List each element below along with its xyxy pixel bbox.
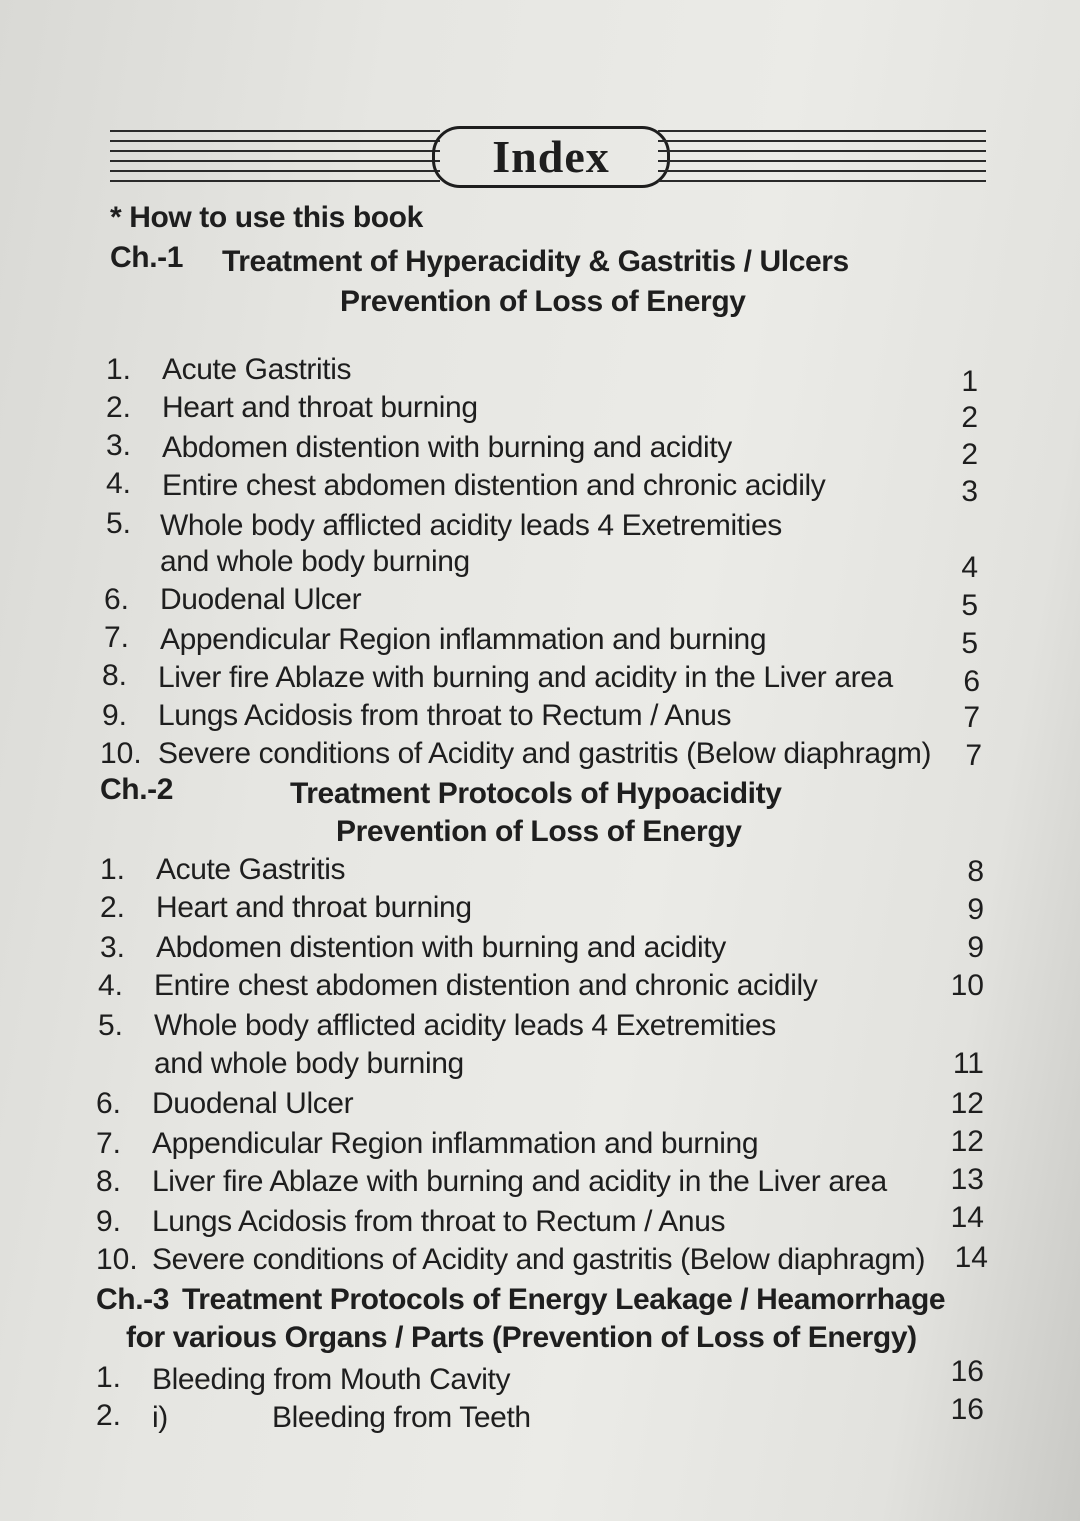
ch1-item-9-number: 9.	[102, 699, 128, 732]
chapter-2-title: Treatment Protocols of Hypoacidity	[290, 777, 782, 810]
index-title-box	[432, 126, 670, 188]
ch1-item-6-page: 5	[961, 589, 978, 622]
ch2-item-1-number: 1.	[100, 853, 126, 886]
ch2-item-2-page: 9	[967, 893, 984, 926]
ch1-item-5-text: Whole body afflicted acidity leads 4 Exetremities	[160, 509, 782, 542]
ch2-item-5-text: Whole body afflicted acidity leads 4 Exetremities	[154, 1009, 776, 1042]
ch1-item-10-number: 10.	[100, 737, 142, 770]
ch1-item-3-page: 2	[961, 438, 978, 471]
ch1-item-5-number: 5.	[106, 507, 132, 540]
ch1-item-1-number: 1.	[106, 353, 132, 386]
ch2-item-10-page: 14	[954, 1241, 988, 1274]
ch2-item-2-number: 2.	[100, 891, 126, 924]
ch1-item-3-text: Abdomen distention with burning and acidity	[162, 431, 732, 464]
ch1-item-8-page: 6	[963, 665, 980, 698]
ch2-item-7-page: 12	[950, 1125, 984, 1158]
ch1-item-5-page: 4	[961, 551, 978, 584]
ch1-item-3-number: 3.	[106, 429, 132, 462]
ch1-item-2-text: Heart and throat burning	[162, 391, 478, 424]
ch1-item-8-number: 8.	[102, 659, 128, 692]
chapter-1-title: Treatment of Hyperacidity & Gastritis / Ulcers	[222, 245, 849, 278]
ch2-item-7-text: Appendicular Region inflammation and burning	[152, 1127, 759, 1160]
ch3-item-1-text: Bleeding from Mouth Cavity	[152, 1363, 511, 1396]
ch1-item-7-text: Appendicular Region inflammation and burning	[160, 623, 767, 656]
ch2-item-9-page: 14	[950, 1201, 984, 1234]
ch2-item-8-number: 8.	[96, 1165, 122, 1198]
ch1-item-6-number: 6.	[104, 583, 130, 616]
ch2-item-8-text: Liver fire Ablaze with burning and acidity in the Liver area	[152, 1165, 887, 1198]
ch1-item-9-page: 7	[963, 701, 980, 734]
ch1-item-4-number: 4.	[106, 467, 132, 500]
ch1-item-1-text: Acute Gastritis	[162, 353, 352, 386]
chapter-3-title: Treatment Protocols of Energy Leakage / Heamorrhage	[182, 1283, 946, 1316]
ch2-item-9-number: 9.	[96, 1205, 122, 1238]
ch2-item-5-page: 11	[952, 1047, 984, 1080]
ch2-item-6-number: 6.	[96, 1087, 122, 1120]
ch2-item-6-text: Duodenal Ulcer	[152, 1087, 354, 1120]
ch1-item-9-text: Lungs Acidosis from throat to Rectum / Anus	[158, 699, 732, 732]
ch3-item-2-subnumber: i)	[152, 1401, 168, 1434]
ch1-item-10-page: 7	[965, 739, 982, 772]
ch1-item-1-page: 1	[961, 365, 978, 398]
ch1-item-7-number: 7.	[104, 621, 130, 654]
ch2-item-5-text-cont: and whole body burning	[154, 1047, 464, 1080]
ch1-item-2-page: 2	[961, 401, 978, 434]
ch1-item-5-text-cont: and whole body burning	[160, 545, 470, 578]
ch3-item-2-text: Bleeding from Teeth	[272, 1401, 531, 1434]
ch2-item-4-number: 4.	[98, 969, 124, 1002]
ch2-item-1-page: 8	[967, 855, 984, 888]
ch2-item-4-text: Entire chest abdomen distention and chronic acidily	[154, 969, 818, 1002]
ch1-item-8-text: Liver fire Ablaze with burning and acidity in the Liver area	[158, 661, 893, 694]
ch1-item-10-text: Severe conditions of Acidity and gastritis (Below diaphragm)	[158, 737, 932, 770]
ch2-item-8-page: 13	[950, 1163, 984, 1196]
ch3-item-2-number: 2.	[96, 1399, 122, 1432]
chapter-2-subtitle: Prevention of Loss of Energy	[336, 815, 742, 848]
ch2-item-6-page: 12	[950, 1087, 984, 1120]
banner-rule-right	[658, 126, 986, 184]
index-banner	[110, 120, 986, 192]
chapter-2-label: Ch.-2	[100, 773, 174, 806]
ch2-item-2-text: Heart and throat burning	[156, 891, 472, 924]
ch3-item-1-number: 1.	[96, 1361, 122, 1394]
ch1-item-2-number: 2.	[106, 391, 132, 424]
ch1-item-4-page: 3	[961, 475, 978, 508]
ch2-item-1-text: Acute Gastritis	[156, 853, 346, 886]
chapter-3-label: Ch.-3	[96, 1283, 170, 1316]
intro-line: * How to use this book	[110, 201, 423, 234]
ch3-item-2-page: 16	[950, 1393, 984, 1426]
banner-rule-left	[110, 126, 440, 184]
ch2-item-5-number: 5.	[98, 1009, 124, 1042]
chapter-1-subtitle: Prevention of Loss of Energy	[340, 285, 746, 318]
ch1-item-4-text: Entire chest abdomen distention and chronic acidily	[162, 469, 826, 502]
ch2-item-3-number: 3.	[100, 931, 126, 964]
ch1-item-6-text: Duodenal Ulcer	[160, 583, 362, 616]
ch2-item-3-text: Abdomen distention with burning and acidity	[156, 931, 726, 964]
index-title: Index	[492, 131, 610, 182]
ch2-item-10-number: 10.	[96, 1243, 138, 1276]
ch1-item-7-page: 5	[961, 627, 978, 660]
ch2-item-7-number: 7.	[96, 1127, 122, 1160]
ch2-item-9-text: Lungs Acidosis from throat to Rectum / Anus	[152, 1205, 726, 1238]
ch3-item-1-page: 16	[950, 1355, 984, 1388]
chapter-3-subtitle: for various Organs / Parts (Prevention of Loss of Energy)	[126, 1321, 917, 1354]
ch2-item-10-text: Severe conditions of Acidity and gastritis (Below diaphragm)	[152, 1243, 926, 1276]
ch2-item-3-page: 9	[967, 931, 984, 964]
ch2-item-4-page: 10	[950, 969, 984, 1002]
chapter-1-label: Ch.-1	[110, 241, 184, 274]
